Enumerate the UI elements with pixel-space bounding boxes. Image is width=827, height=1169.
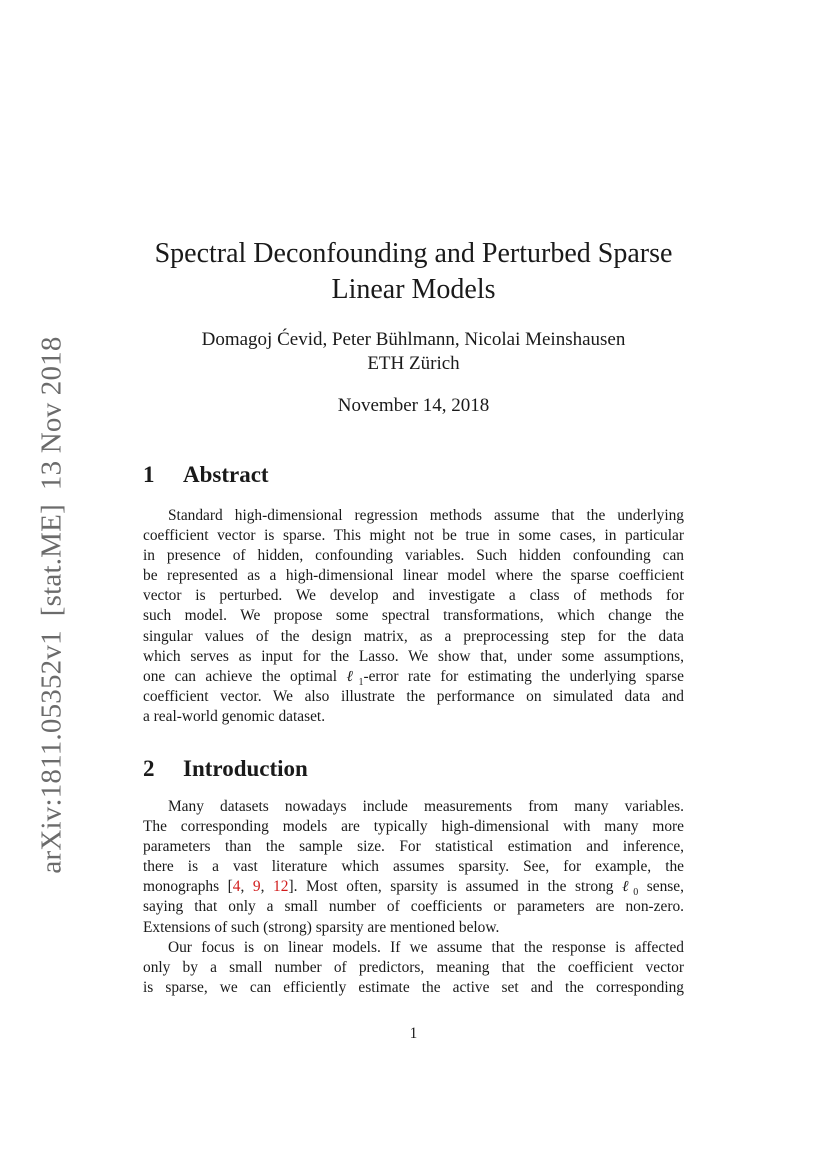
abstract-body <box>143 506 684 727</box>
text-line: parameters than the sample size. For statistical estimation and inference, <box>143 838 684 856</box>
math-ell: ℓ <box>622 878 634 896</box>
paper-title <box>0 236 827 308</box>
text-line: be represented as a high-dimensional linear model where the sparse coefficient <box>143 567 684 585</box>
text-line: singular values of the design matrix, as a preprocessing step for the data <box>143 627 684 645</box>
author-block <box>0 328 827 376</box>
text-fragment: -error rate for estimating the underlying sparse <box>363 667 684 685</box>
text-line: which serves as input for the Lasso. We show that, under some assumptions, <box>143 647 684 665</box>
text-line: Our focus is on linear models. If we assume that the response is affected <box>168 938 684 956</box>
paper-date: November 14, 2018 <box>337 395 490 416</box>
text-fragment: ]. Most often, sparsity is assumed in the strong <box>288 878 623 896</box>
math-ell: ℓ <box>346 667 359 685</box>
title-line-1: Spectral Deconfounding and Perturbed Sparse <box>154 238 673 269</box>
citation-link[interactable]: 12 <box>273 878 289 896</box>
math-subscript: 0 <box>633 887 639 899</box>
text-line: such model. We propose some spectral transformations, which change the <box>143 607 684 625</box>
arxiv-category: [stat.ME] <box>35 504 68 617</box>
citation-link[interactable]: 9 <box>252 878 261 896</box>
arxiv-id: arXiv:1811.05352v1 <box>35 630 68 874</box>
arxiv-date: 13 Nov 2018 <box>35 336 68 491</box>
text-line <box>143 667 684 687</box>
text-line: coefficient vector is sparse. This might not be true in some cases, in particular <box>143 527 684 545</box>
text-line: there is a vast literature which assumes sparsity. See, for example, the <box>143 858 684 876</box>
section-number: 2 <box>143 756 155 781</box>
citation-link[interactable]: 4 <box>232 878 241 896</box>
text-line: only by a small number of predictors, meaning that the coefficient vector <box>143 958 684 976</box>
text-line: in presence of hidden, confounding variables. Such hidden confounding can <box>143 547 684 565</box>
text-fragment: , <box>260 878 274 896</box>
text-line: Standard high-dimensional regression methods assume that the underlying <box>168 507 684 524</box>
section-heading-abstract <box>143 461 269 489</box>
section-title: Abstract <box>183 462 269 487</box>
author-names: Domagoj Ćevid, Peter Bühlmann, Nicolai Meinshausen <box>201 329 626 350</box>
text-fragment: monographs [ <box>143 878 233 896</box>
introduction-body <box>143 797 684 998</box>
section-number: 1 <box>143 462 155 487</box>
section-title: Introduction <box>183 756 308 781</box>
text-fragment: , <box>240 878 253 896</box>
text-line <box>143 877 684 897</box>
section-heading-introduction <box>143 755 308 783</box>
math-subscript: 1 <box>358 676 364 688</box>
text-line: coefficient vector. We also illustrate the performance on simulated data and <box>143 687 684 705</box>
text-line: Many datasets nowadays include measurements from many variables. <box>168 798 684 815</box>
text-line: vector is perturbed. We develop and investigate a class of methods for <box>143 587 684 605</box>
text-fragment: one can achieve the optimal <box>143 667 347 685</box>
text-line: Extensions of such (strong) sparsity are mentioned below. <box>143 918 500 936</box>
page-number: 1 <box>409 1025 418 1042</box>
text-line: a real-world genomic dataset. <box>143 707 326 725</box>
text-line: is sparse, we can efficiently estimate the active set and the corresponding <box>143 978 684 996</box>
title-line-2: Linear Models <box>331 274 496 305</box>
text-fragment: sense, <box>638 878 684 896</box>
author-affiliation: ETH Zürich <box>367 353 460 374</box>
text-line: The corresponding models are typically high-dimensional with many more <box>143 818 684 836</box>
text-line: saying that only a small number of coefficients or parameters are non-zero. <box>143 898 684 916</box>
